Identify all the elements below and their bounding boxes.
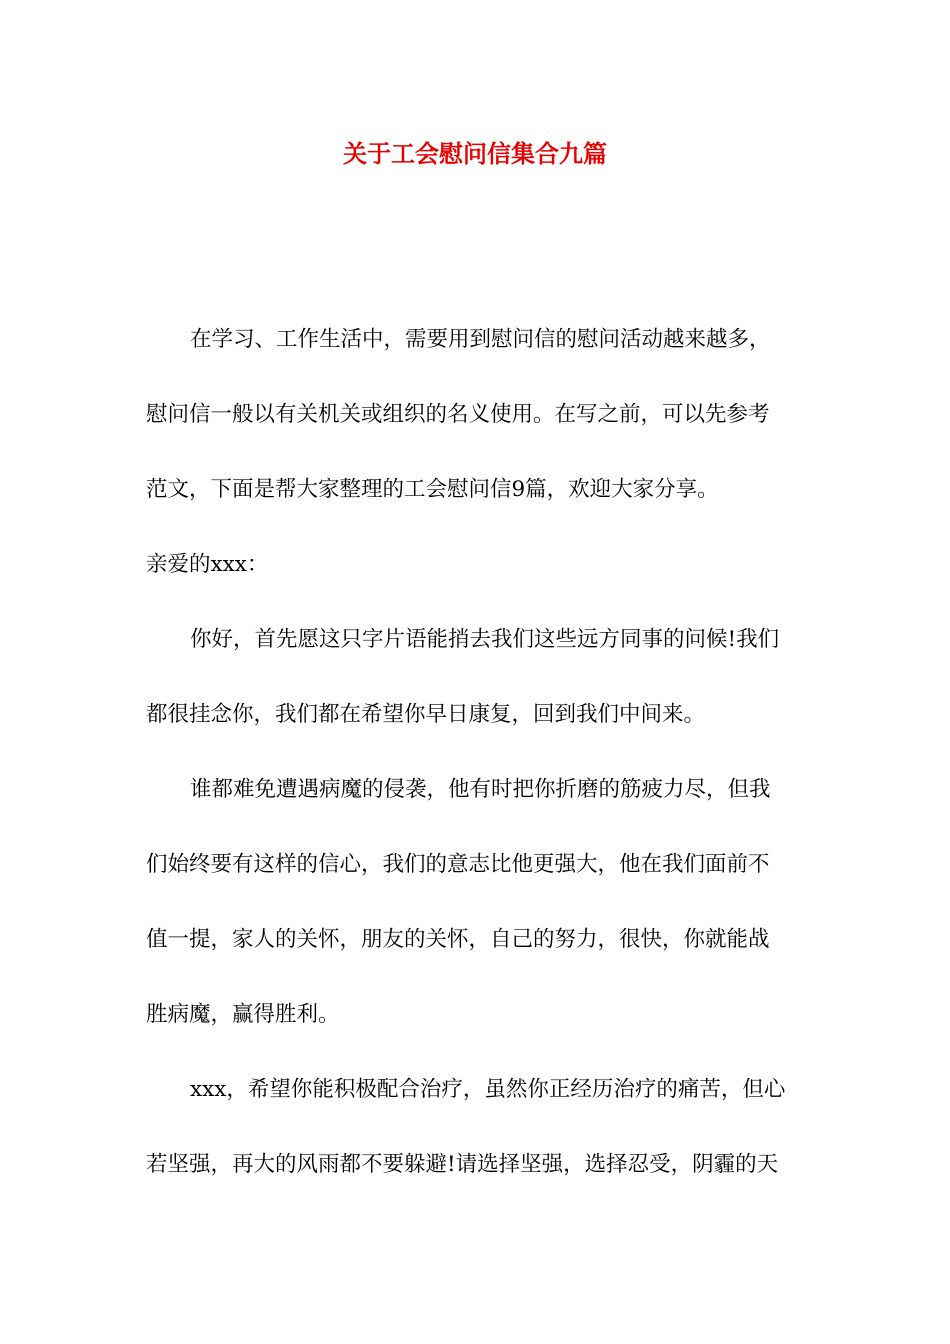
document-title: 关于工会慰问信集合九篇 (343, 139, 607, 168)
salutation: 亲爱的xxx： (146, 552, 269, 577)
body-line: 你好，首先愿这只字片语能捎去我们这些远方同事的问候!我们 (190, 627, 780, 652)
body-line: 值一提，家人的关怀，朋友的关怀，自己的努力，很快，你就能战 (146, 927, 770, 952)
body-line: xxx，希望你能积极配合治疗，虽然你正经历治疗的痛苦，但心 (190, 1077, 786, 1102)
body-line: 们始终要有这样的信心，我们的意志比他更强大，他在我们面前不 (146, 852, 770, 877)
body-line: 都很挂念你，我们都在希望你早日康复，回到我们中间来。 (146, 702, 706, 727)
body-line: 在学习、工作生活中，需要用到慰问信的慰问活动越来越多， (190, 327, 771, 352)
body-line: 胜病魔，赢得胜利。 (146, 1002, 340, 1027)
body-line: 谁都难免遭遇病魔的侵袭，他有时把你折磨的筋疲力尽，但我 (190, 777, 771, 802)
body-line: 慰问信一般以有关机关或组织的名义使用。在写之前，可以先参考 (146, 402, 770, 427)
body-line: 范文，下面是帮大家整理的工会慰问信9篇，欢迎大家分享。 (146, 477, 719, 502)
body-line: 若坚强，再大的风雨都不要躲避!请选择坚强，选择忍受，阴霾的天 (146, 1152, 779, 1177)
